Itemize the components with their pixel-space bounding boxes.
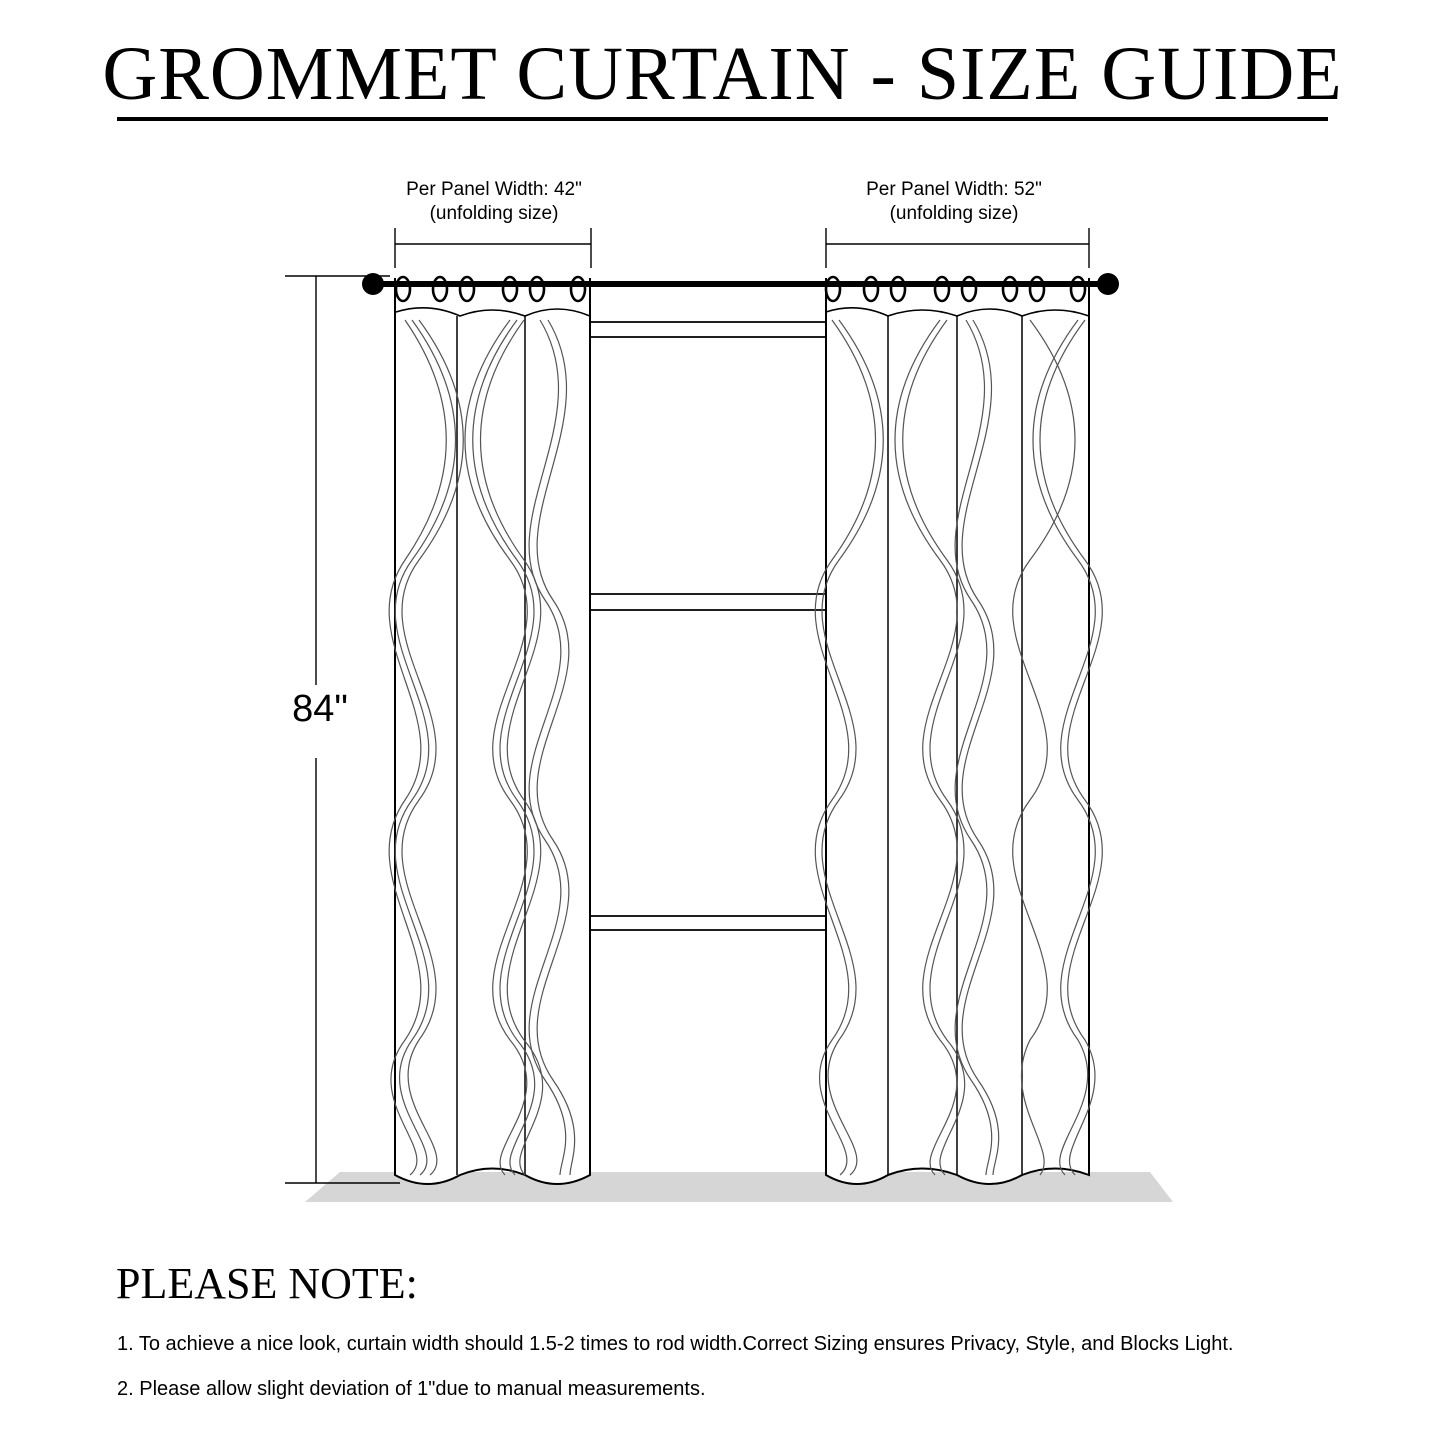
- note-item: 1. To achieve a nice look, curtain width should 1.5-2 times to rod width.Correct Sizing ensures Privacy, Style, and Blocks Light.: [117, 1333, 1234, 1355]
- right-width-dimension: [826, 228, 1089, 268]
- right-panel-unfolding-text: (unfolding size): [889, 203, 1019, 224]
- left-curtain-panel: [389, 278, 590, 1184]
- right-curtain-panel: [815, 278, 1102, 1184]
- right-panel-width-text: Per Panel Width: 52": [866, 179, 1042, 200]
- height-dimension-label: 84": [292, 688, 348, 730]
- height-dimension: [285, 276, 400, 1183]
- notes-heading: PLEASE NOTE:: [116, 1259, 418, 1308]
- left-panel-width-text: Per Panel Width: 42": [406, 179, 582, 200]
- left-panel-unfolding-text: (unfolding size): [429, 203, 559, 224]
- note-item: 2. Please allow slight deviation of 1"due to manual measurements.: [117, 1378, 706, 1400]
- window-frame: [591, 322, 826, 930]
- page-title: GROMMET CURTAIN - SIZE GUIDE: [102, 32, 1343, 116]
- left-width-dimension: [395, 228, 591, 268]
